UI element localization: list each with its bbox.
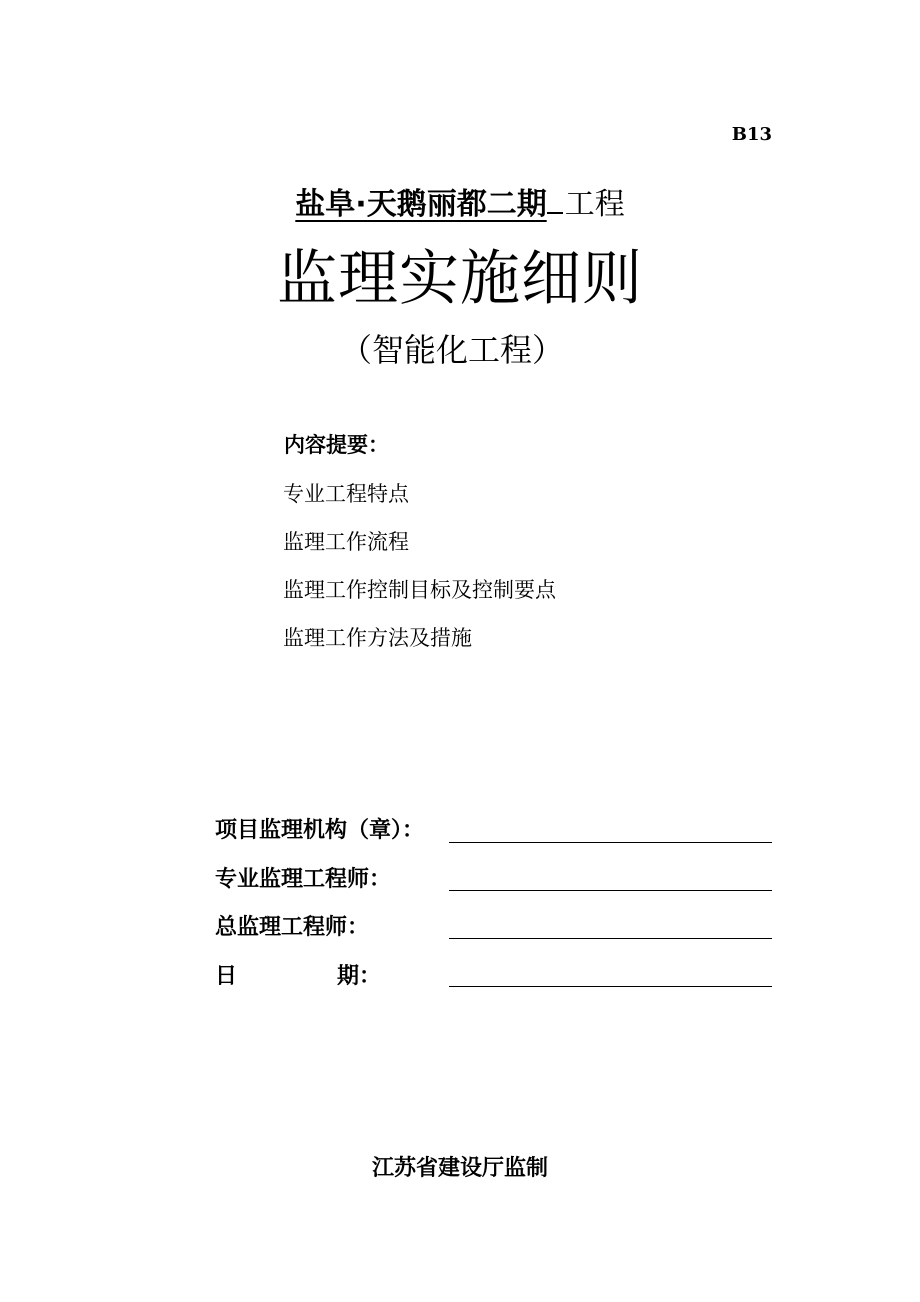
toc-item: 专业工程特点 bbox=[283, 482, 409, 506]
org-seal-label: 项目监理机构（章）： bbox=[215, 818, 425, 843]
toc-item: 监理工作方法及措施 bbox=[283, 626, 472, 650]
date-line[interactable] bbox=[449, 986, 772, 987]
specialist-engineer-line[interactable] bbox=[449, 890, 772, 891]
toc-item: 监理工作流程 bbox=[283, 530, 409, 554]
form-code: B13 bbox=[731, 124, 772, 145]
date-label-first-char: 日 bbox=[215, 964, 238, 989]
document-title: 监理实施细则 bbox=[277, 244, 643, 314]
specialist-engineer-label: 专业监理工程师： bbox=[215, 867, 392, 892]
toc-heading: 内容提要： bbox=[284, 433, 389, 457]
project-suffix: 工程 bbox=[564, 187, 625, 222]
chief-engineer-line[interactable] bbox=[449, 938, 772, 939]
toc-item: 监理工作控制目标及控制要点 bbox=[283, 578, 556, 602]
document-subtitle: （智能化工程） bbox=[340, 331, 565, 369]
org-seal-line[interactable] bbox=[449, 842, 772, 843]
date-label-second-char: 期： bbox=[337, 964, 382, 989]
project-name: 盐阜·天鹅丽都二期 bbox=[295, 187, 547, 222]
chief-engineer-label: 总监理工程师： bbox=[215, 915, 370, 940]
project-name-underline-gap bbox=[547, 184, 563, 214]
issuer: 江苏省建设厅监制 bbox=[371, 1156, 548, 1181]
project-title-line bbox=[0, 184, 920, 225]
